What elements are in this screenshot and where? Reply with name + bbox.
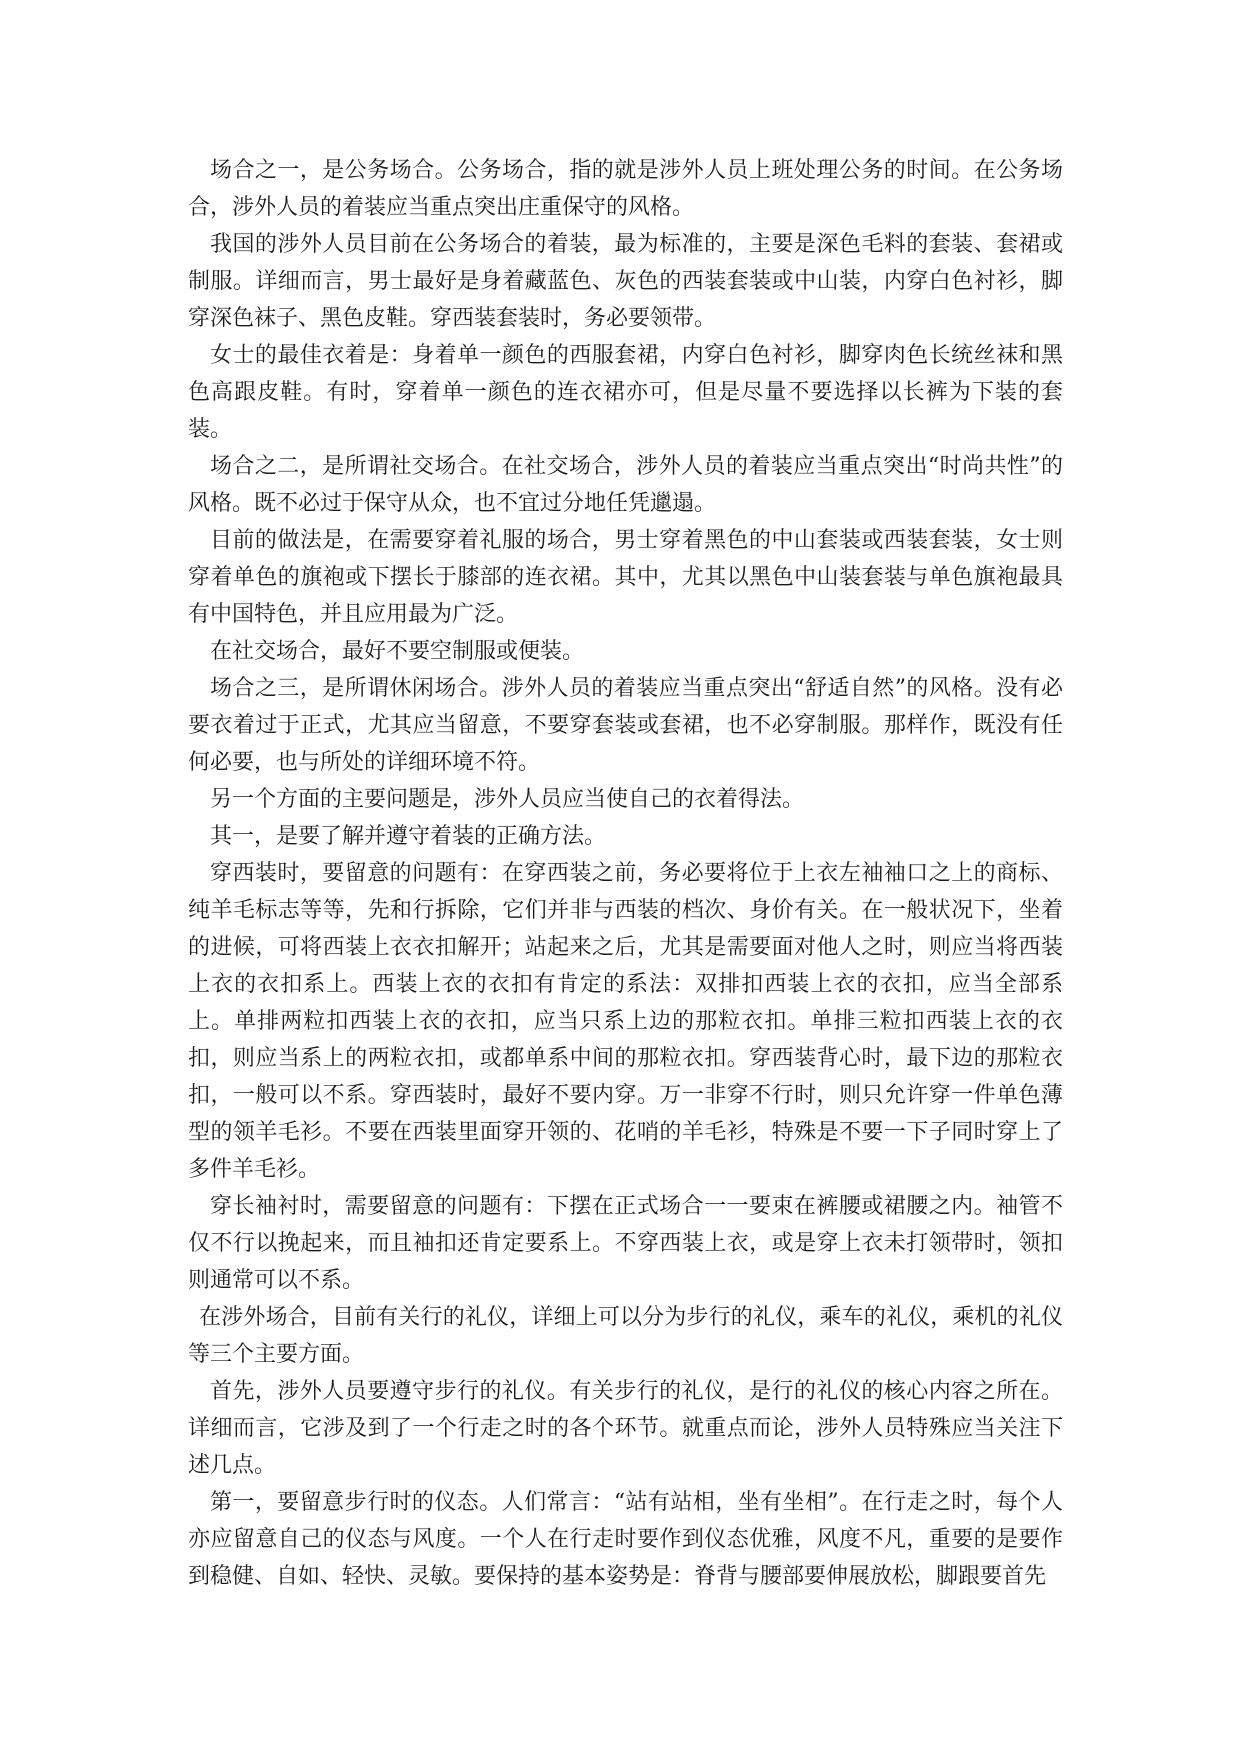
paragraph-4: 场合之二，是所谓社交场合。在社交场合，涉外人员的着装应当重点突出“时尚共性”的风格。既不必过于保守从众，也不宜过分地任凭邋遢。: [188, 454, 1063, 516]
document-body: [188, 152, 1063, 1595]
paragraph-6: 在社交场合，最好不要空制服或便装。: [210, 639, 585, 664]
paragraph-9: 其一，是要了解并遵守着装的正确方法。: [210, 824, 607, 849]
paragraph-7: 场合之三，是所谓休闲场合。涉外人员的着装应当重点突出“舒适自然”的风格。没有必要衣着过于正式，尤其应当留意，不要穿套装或套裙，也不必穿制服。那样作，既没有任何必要，也与所处的详细环境不符。: [188, 676, 1063, 775]
paragraph-13: 首先，涉外人员要遵守步行的礼仪。有关步行的礼仪，是行的礼仪的核心内容之所在。详细而言，它涉及到了一个行走之时的各个环节。就重点而论，涉外人员特殊应当关注下述几点。: [188, 1379, 1063, 1478]
paragraph-8: 另一个方面的主要问题是，涉外人员应当使自己的衣着得法。: [210, 787, 805, 812]
paragraph-10: 穿西装时，要留意的问题有：在穿西装之前，务必要将位于上衣左袖袖口之上的商标、纯羊毛标志等等，先和行拆除，它们并非与西装的档次、身价有关。在一般状况下，坐着的进候，可将西装上衣衣扣解开；站起来之后，尤其是需要面对他人之时，则应当将西装上衣的衣扣系上。西装上衣的衣扣有肯定的系法：双排扣西装上衣的衣扣，应当全部系上。单排两粒扣西装上衣的衣扣，应当只系上边的那粒衣扣。单排三粒扣西装上衣的衣扣，则应当系上的两粒衣扣，或都单系中间的那粒衣扣。穿西装背心时，最下边的那粒衣扣，一般可以不系。穿西装时，最好不要内穿。万一非穿不行时，则只允许穿一件单色薄型的领羊毛衫。不要在西装里面穿开领的、花哨的羊毛衫，特殊是不要一下子同时穿上了多件羊毛衫。: [188, 861, 1063, 1182]
paragraph-2: 我国的涉外人员目前在公务场合的着装，最为标准的，主要是深色毛料的套装、套裙或制服。详细而言，男士最好是身着藏蓝色、灰色的西装套装或中山装，内穿白色衬衫，脚穿深色袜子、黑色皮鞋。穿西装套装时，务必要领带。: [188, 232, 1063, 331]
paragraph-11: 穿长袖衬时，需要留意的问题有：下摆在正式场合一一要束在裤腰或裙腰之内。袖管不仅不行以挽起来，而且袖扣还肯定要系上。不穿西装上衣，或是穿上衣未打领带时，领扣则通常可以不系。: [188, 1194, 1063, 1293]
paragraph-12: 在涉外场合，目前有关行的礼仪，详细上可以分为步行的礼仪，乘车的礼仪，乘机的礼仪等三个主要方面。: [188, 1305, 1063, 1367]
paragraph-14: 第一，要留意步行时的仪态。人们常言：“站有站相，坐有坐相”。在行走之时，每个人亦应留意自己的仪态与风度。一个人在行走时要作到仪态优雅，风度不凡，重要的是要作到稳健、自如、轻快、灵敏。要保持的基本姿势是：脊背与腰部要伸展放松，脚跟要首先: [188, 1490, 1063, 1589]
paragraph-1: 场合之一，是公务场合。公务场合，指的就是涉外人员上班处理公务的时间。在公务场合，涉外人员的着装应当重点突出庄重保守的风格。: [188, 158, 1063, 220]
paragraph-5: 目前的做法是，在需要穿着礼服的场合，男士穿着黑色的中山套装或西装套装，女士则穿着单色的旗袍或下摆长于膝部的连衣裙。其中，尤其以黑色中山装套装与单色旗袍最具有中国特色，并且应用最为广泛。: [188, 528, 1063, 627]
paragraph-3: 女士的最佳衣着是：身着单一颜色的西服套裙，内穿白色衬衫，脚穿肉色长统丝袜和黑色高跟皮鞋。有时，穿着单一颜色的连衣裙亦可，但是尽量不要选择以长裤为下装的套装。: [188, 343, 1063, 442]
